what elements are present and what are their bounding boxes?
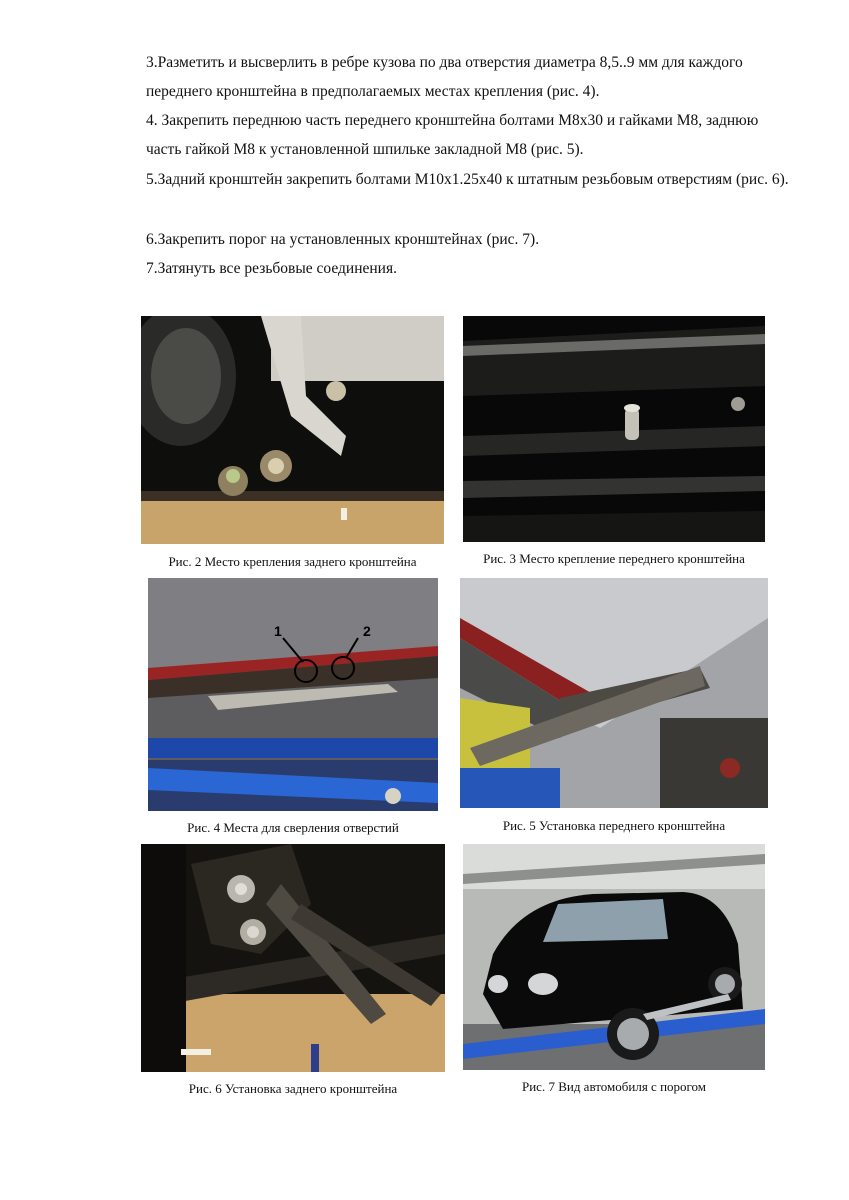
- figure-4-caption: Рис. 4 Места для сверления отверстий: [187, 820, 399, 835]
- instruction-step-5: 5.Задний кронштейн закрепить болтами М10х1.25х40 к штатным резьбовым отверстиям (рис. 6).: [146, 171, 789, 188]
- figure-6-caption: Рис. 6 Установка заднего кронштейна: [188, 1081, 398, 1096]
- figure-5-caption: Рис. 5 Установка переднего кронштейна: [502, 818, 726, 833]
- figure-4-photo: [148, 578, 438, 811]
- instruction-step-3: 3.Разметить и высверлить в ребре кузова по два отверстия диаметра 8,5..9 мм для каждого переднего кронштейна в предполагаемых местах крепления (рис. 4).: [146, 54, 743, 100]
- figure-7-photo: [463, 844, 765, 1070]
- figure-2-photo: [141, 316, 444, 544]
- instruction-step-4: 4. Закрепить переднюю часть переднего кронштейна болтами М8х30 и гайками М8, заднюю часть гайкой М8 к установленной шпильке закладной М8 (рис. 5).: [146, 112, 759, 158]
- figure-6-photo: [141, 844, 445, 1072]
- marker-1: 1: [274, 623, 282, 639]
- figure-2-caption: Рис. 2 Место крепления заднего кронштейна: [168, 554, 417, 569]
- figure-7-caption: Рис. 7 Вид автомобиля с порогом: [521, 1079, 707, 1094]
- marker-2: 2: [363, 623, 371, 639]
- figure-3-caption: Рис. 3 Место крепление переднего кронштейна: [483, 551, 745, 566]
- instruction-step-7: 7.Затянуть все резьбовые соединения.: [146, 260, 397, 277]
- instruction-step-6: 6.Закрепить порог на установленных кронштейнах (рис. 7).: [146, 231, 540, 248]
- figure-3-photo: [463, 316, 765, 542]
- figure-5-photo: [460, 578, 768, 808]
